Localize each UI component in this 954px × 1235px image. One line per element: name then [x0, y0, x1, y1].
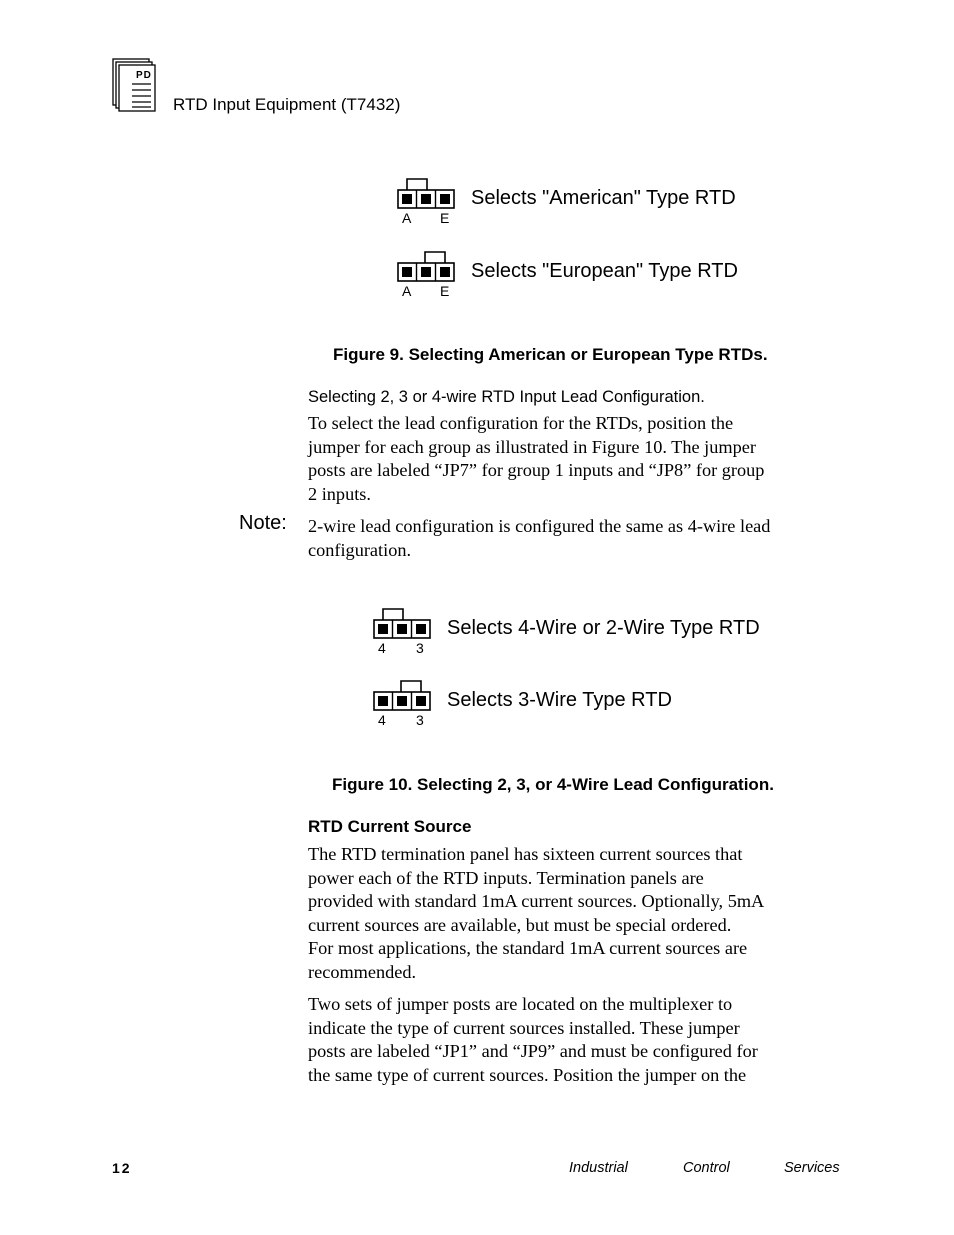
jumper-diagram-4-wire	[372, 606, 432, 658]
logo-text: PD	[136, 70, 152, 81]
paragraph-line: To select the lead configuration for the RTDs, position the	[308, 413, 734, 433]
jumper-caption-4-wire: Selects 4-Wire or 2-Wire Type RTD	[447, 617, 760, 639]
jumper-caption-3-wire: Selects 3-Wire Type RTD	[447, 689, 672, 711]
paragraph-line: recommended.	[308, 961, 417, 982]
label-3: 3	[416, 712, 424, 728]
header-title: RTD Input Equipment (T7432)	[173, 95, 401, 114]
label-e: E	[440, 283, 450, 299]
note-text	[308, 515, 853, 562]
paragraph-line: current sources are available, but must be special ordered.	[308, 914, 732, 935]
footer-word-control: Control	[683, 1160, 730, 1176]
paragraph-line: power each of the RTD inputs. Termination panels are	[308, 867, 704, 888]
paragraph-line: 2 inputs.	[308, 483, 371, 504]
label-e: E	[440, 210, 450, 226]
label-3: 3	[416, 640, 424, 656]
footer-word-industrial: Industrial	[569, 1160, 628, 1176]
paragraph-line: For most applications, the standard 1mA current sources are	[308, 938, 748, 959]
note-label: Note:	[239, 512, 287, 534]
paragraph-line: posts are labeled “JP1” and “JP9” and must be configured for	[308, 1041, 758, 1062]
paragraph-line: configuration.	[308, 539, 412, 560]
jumper-diagram-american	[396, 176, 456, 228]
label-4: 4	[378, 640, 386, 656]
label-a: A	[402, 210, 412, 226]
figure-9-caption: Figure 9. Selecting American or European Type RTDs.	[333, 345, 768, 364]
paragraph-line: Two sets of jumper posts are located on the multiplexer to	[308, 994, 733, 1014]
paragraph-line: The RTD termination panel has sixteen current sources that	[308, 844, 743, 864]
figure-10-caption: Figure 10. Selecting 2, 3, or 4-Wire Lead Configuration.	[332, 775, 774, 794]
jumper-caption-european: Selects "European" Type RTD	[471, 260, 738, 282]
current-source-paragraph-1	[308, 843, 853, 985]
lead-config-paragraph	[308, 412, 853, 506]
jumper-caption-american: Selects "American" Type RTD	[471, 187, 736, 209]
paragraph-line: the same type of current sources. Position the jumper on the	[308, 1064, 747, 1085]
current-source-heading: RTD Current Source	[308, 817, 472, 836]
footer-word-services: Services	[784, 1160, 840, 1176]
jumper-diagram-3-wire	[372, 678, 432, 730]
paragraph-line: posts are labeled “JP7” for group 1 inputs and “JP8” for group	[308, 460, 765, 481]
jumper-diagram-european	[396, 249, 456, 301]
paragraph-line: 2-wire lead configuration is configured the same as 4-wire lead	[308, 516, 771, 536]
lead-config-heading: Selecting 2, 3 or 4-wire RTD Input Lead Configuration.	[308, 388, 705, 406]
page-number: 12	[112, 1160, 132, 1176]
document-stack-icon	[112, 58, 156, 112]
paragraph-line: jumper for each group as illustrated in Figure 10. The jumper	[308, 436, 756, 457]
label-4: 4	[378, 712, 386, 728]
paragraph-line: provided with standard 1mA current sources. Optionally, 5mA	[308, 891, 765, 912]
label-a: A	[402, 283, 412, 299]
paragraph-line: indicate the type of current sources installed. These jumper	[308, 1017, 740, 1038]
current-source-paragraph-2	[308, 993, 853, 1087]
